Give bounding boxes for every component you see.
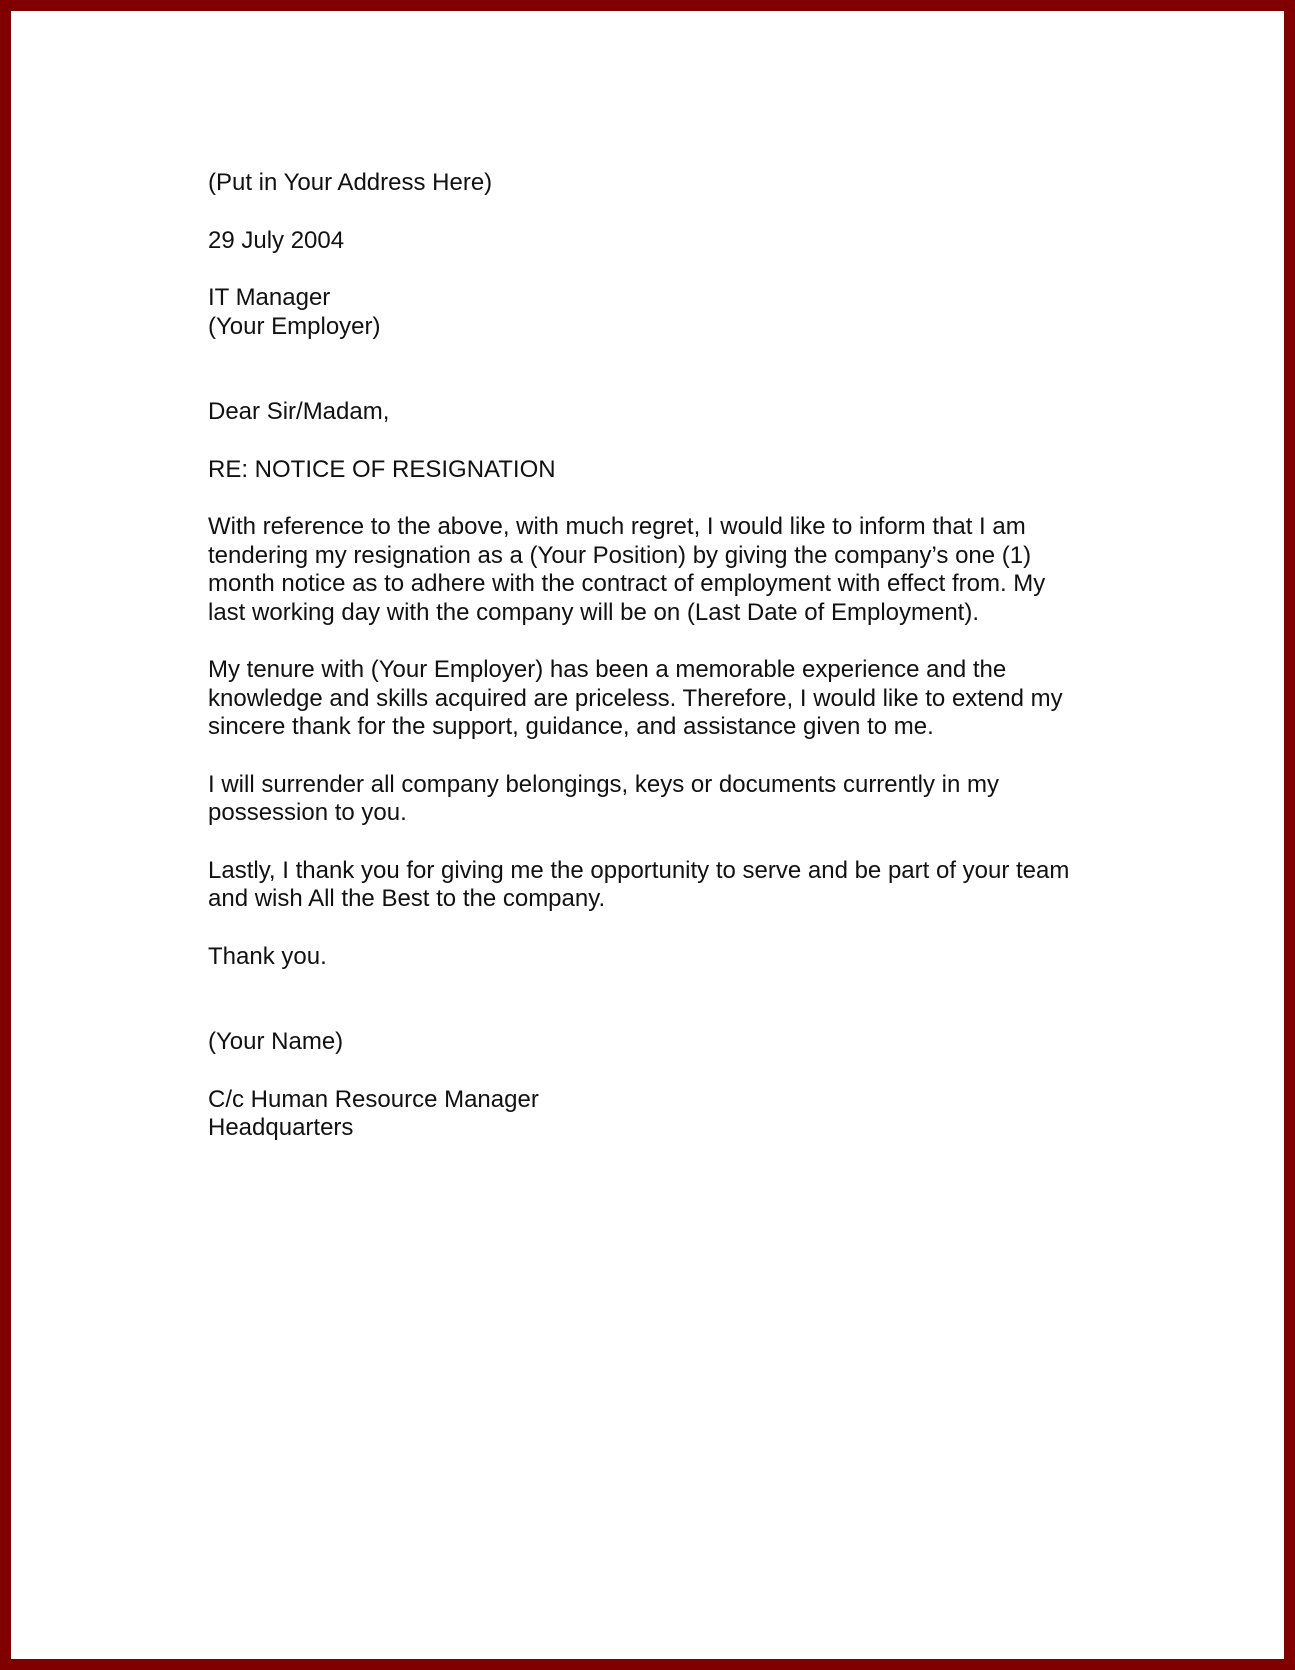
spacer — [208, 1057, 1128, 1086]
closing-phrase: Thank you. — [208, 942, 327, 970]
paragraph-gratitude — [208, 656, 1128, 742]
paragraph-line: possession to you. — [208, 799, 407, 826]
paragraph-belongings — [208, 771, 1128, 828]
spacer — [208, 742, 1128, 771]
spacer — [208, 971, 1128, 1028]
subject-line: RE: NOTICE OF RESIGNATION — [208, 455, 556, 483]
spacer — [208, 627, 1128, 656]
paragraph-line: and wish All the Best to the company. — [208, 885, 606, 912]
paragraph-line: Lastly, I thank you for giving me the opportunity to serve and be part of your team — [208, 856, 1070, 884]
salutation: Dear Sir/Madam, — [208, 398, 390, 425]
cc-block — [208, 1086, 1128, 1143]
paragraph-line: With reference to the above, with much regret, I would like to inform that I am — [208, 513, 1026, 540]
paragraph-line: last working day with the company will be on (Last Date of Employment). — [208, 598, 980, 626]
recipient-title: IT Manager — [208, 284, 331, 311]
recipient-block — [208, 284, 1128, 341]
spacer — [208, 914, 1128, 943]
spacer — [208, 341, 1128, 398]
cc-recipient: C/c Human Resource Manager — [208, 1085, 539, 1113]
resignation-letter — [208, 169, 1128, 1143]
letter-date: 29 July 2004 — [208, 226, 345, 254]
paragraph-notice — [208, 513, 1128, 627]
spacer — [208, 828, 1128, 857]
spacer — [208, 427, 1128, 456]
paragraph-line: month notice as to adhere with the contract of employment with effect from. My — [208, 570, 1046, 597]
paragraph-line: I will surrender all company belongings, keys or documents currently in my — [208, 770, 1000, 798]
spacer — [208, 198, 1128, 227]
paragraph-line: tendering my resignation as a (Your Position) by giving the company’s one (1) — [208, 541, 1032, 569]
spacer — [208, 255, 1128, 284]
signature-name: (Your Name) — [208, 1028, 344, 1055]
paragraph-line: My tenure with (Your Employer) has been a memorable experience and the — [208, 656, 1007, 683]
cc-location: Headquarters — [208, 1114, 354, 1141]
paragraph-line: sincere thank for the support, guidance, and assistance given to me. — [208, 713, 934, 740]
sender-address: (Put in Your Address Here) — [208, 169, 493, 196]
recipient-employer: (Your Employer) — [208, 312, 381, 340]
paragraph-line: knowledge and skills acquired are priceless. Therefore, I would like to extend my — [208, 684, 1063, 712]
paragraph-closing-wishes — [208, 857, 1128, 914]
spacer — [208, 484, 1128, 513]
